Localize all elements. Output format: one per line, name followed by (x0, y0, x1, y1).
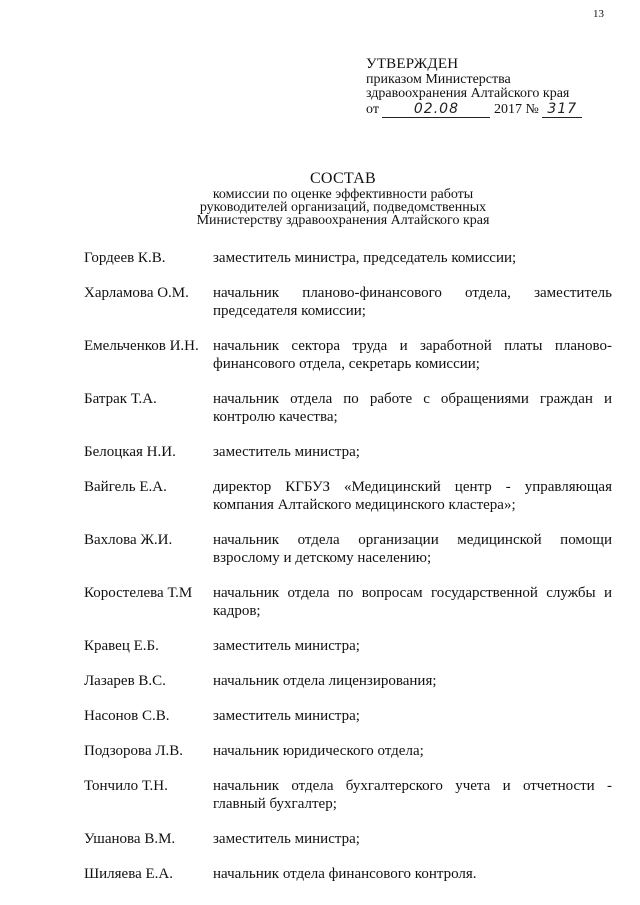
date-prefix: от (366, 102, 379, 117)
member-name: Кравец Е.Б. (84, 638, 159, 654)
order-number-field (542, 102, 582, 118)
member-name: Подзорова Л.В. (84, 743, 184, 759)
member-name: Белоцкая Н.И. (84, 444, 176, 460)
member-row (84, 531, 612, 567)
page-number: 13 (593, 8, 604, 20)
member-row (84, 390, 612, 426)
member-row (84, 777, 612, 813)
member-name: Харламова О.М. (84, 285, 189, 301)
member-name: Шиляева Е.А. (84, 866, 173, 882)
member-row (84, 584, 612, 620)
handwritten-order-number: 317 (547, 101, 578, 117)
member-row (84, 707, 612, 725)
handwritten-date: 02.08 (413, 101, 459, 117)
member-role: начальник юридического отдела; (213, 743, 424, 759)
member-role: директор КГБУЗ «Медицинский центр - управляющая компания Алтайского медицинского кластера»; (213, 479, 612, 513)
member-role: заместитель министра; (213, 708, 360, 724)
member-role: начальник отдела по работе с обращениями граждан и контролю качества; (213, 391, 612, 425)
commission-members-list (84, 249, 612, 900)
member-role: начальник отдела по вопросам государственной службы и кадров; (213, 585, 612, 619)
member-role: заместитель министра, председатель комиссии; (213, 250, 517, 266)
member-row (84, 284, 612, 320)
approval-line-1: приказом Министерства (366, 72, 511, 87)
member-name: Ушанова В.М. (84, 831, 176, 847)
approval-stamp (366, 56, 616, 118)
member-row (84, 672, 612, 690)
title-line-3: Министерству здравоохранения Алтайского края (196, 213, 490, 228)
member-role: начальник планово-финансового отдела, заместитель председателя комиссии; (213, 285, 612, 319)
member-name: Батрак Т.А. (84, 391, 157, 407)
member-role: начальник отдела лицензирования; (213, 673, 437, 689)
title-main: СОСТАВ (309, 170, 377, 187)
member-name: Емельченков И.Н. (84, 338, 199, 354)
member-role: заместитель министра; (213, 831, 360, 847)
member-name: Лазарев В.С. (84, 673, 166, 689)
member-row (84, 742, 612, 760)
approval-date-line (366, 102, 616, 118)
member-row (84, 478, 612, 514)
title-line-2: руководителей организаций, подведомственных (199, 200, 487, 215)
member-name: Гордеев К.В. (84, 250, 166, 266)
member-name: Насонов С.В. (84, 708, 170, 724)
member-row (84, 637, 612, 655)
member-role: заместитель министра; (213, 638, 360, 654)
member-name: Тончило Т.Н. (84, 778, 168, 794)
member-name: Вайгель Е.А. (84, 479, 167, 495)
year-text: 2017 № (493, 102, 539, 117)
member-role: заместитель министра; (213, 444, 360, 460)
approval-line-2: здравоохранения Алтайского края (366, 86, 570, 101)
member-role: начальник сектора труда и заработной платы планово-финансового отдела, секретарь комиссии; (213, 338, 612, 372)
member-role: начальник отдела финансового контроля. (213, 866, 477, 882)
member-row (84, 865, 612, 883)
member-row (84, 830, 612, 848)
title-line-1: комиссии по оценке эффективности работы (212, 187, 474, 202)
member-role: начальник отдела бухгалтерского учета и отчетности - главный бухгалтер; (213, 778, 612, 812)
member-name: Коростелева Т.М (84, 585, 193, 601)
member-row (84, 337, 612, 373)
member-name: Вахлова Ж.И. (84, 532, 173, 548)
member-row (84, 443, 612, 461)
member-role: начальник отдела организации медицинской помощи взрослому и детскому населению; (213, 532, 612, 566)
approval-heading: УТВЕРЖДЕН (366, 56, 459, 72)
date-field (382, 102, 490, 118)
member-row (84, 249, 612, 267)
document-title (170, 170, 516, 227)
